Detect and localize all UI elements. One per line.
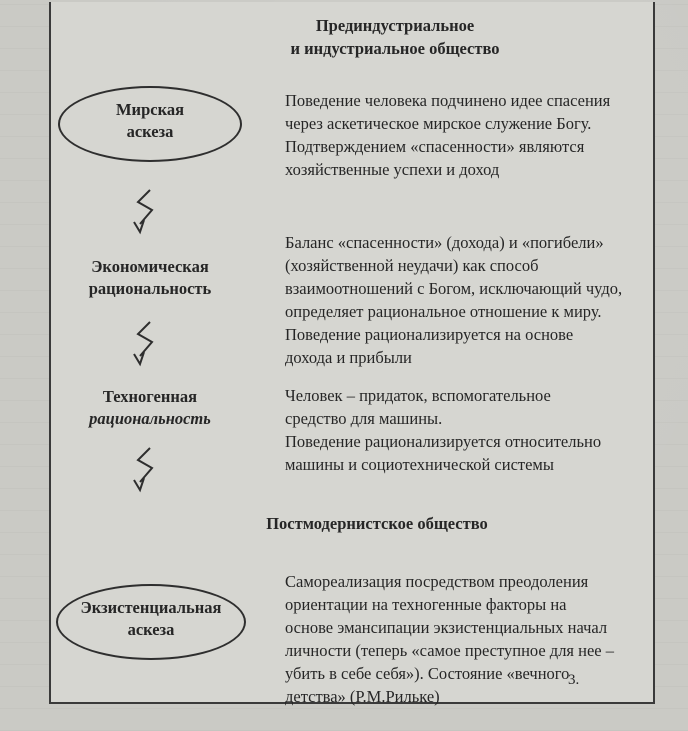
desc-line: машины и социотехнической системы [285,455,554,474]
stage-line: Экономическая [91,257,209,276]
stage-label-technogenic-rationality [58,386,242,430]
stage-line: Мирская [115,100,184,119]
desc-line: детства» (Р.М.Рильке) [285,687,440,706]
stage-line: рациональность [89,409,211,428]
desc-line: Самореализация посредством преодоления [285,572,589,591]
stage-label-economic-rationality [58,256,242,300]
desc-line: (хозяйственной неудачи) как способ [285,256,539,275]
heading-line: и индустриальное общество [290,39,500,58]
desc-line: основе эмансипации экзистенциальных начал [285,618,608,637]
description-economic-rationality [285,231,655,369]
desc-line: средство для машины. [285,409,443,428]
heading-postmodern [232,512,522,535]
zigzag-arrow [128,188,164,236]
desc-line: хозяйственные успехи и доход [285,160,500,179]
description-existential-asceticism [285,570,655,708]
desc-line: через аскетическое мирское служение Богу. [285,114,592,133]
stage-label-worldly-asceticism [58,99,242,143]
desc-line: дохода и прибыли [285,348,412,367]
desc-line: убить в себе себя»). Состояние «вечного [285,664,570,683]
description-technogenic-rationality [285,384,655,476]
desc-line: определяет рациональное отношение к миру. [285,302,602,321]
page-marker: 3. [568,672,580,688]
desc-line: взаимоотношений с Богом, исключающий чудо, [285,279,623,298]
desc-line: личности (теперь «самое преступное для нее – [285,641,615,660]
stage-line: Техногенная [102,387,198,406]
description-worldly-asceticism [285,89,655,181]
zigzag-arrow [128,320,164,368]
stage-line: рациональность [88,279,212,298]
heading-preindustrial [260,14,530,60]
stage-line: Экзистенциальная [80,598,222,617]
heading-line: Прединдустриальное [315,16,475,35]
desc-line: Поведение рационализируется относительно [285,432,602,451]
desc-line: Подтверждением «спасенности» являются [285,137,585,156]
desc-line: Человек – придаток, вспомогательное [285,386,551,405]
stage-label-existential-asceticism [56,597,246,641]
desc-line: Поведение человека подчинено идее спасения [285,91,611,110]
zigzag-arrow [128,446,164,494]
desc-line: ориентации на техногенные факторы на [285,595,567,614]
desc-line: Баланс «спасенности» (дохода) и «погибели» [285,233,604,252]
desc-line: Поведение рационализируется на основе [285,325,574,344]
stage-line: аскеза [127,620,175,639]
heading-line: Постмодернистское общество [266,514,488,533]
stage-line: аскеза [126,122,174,141]
